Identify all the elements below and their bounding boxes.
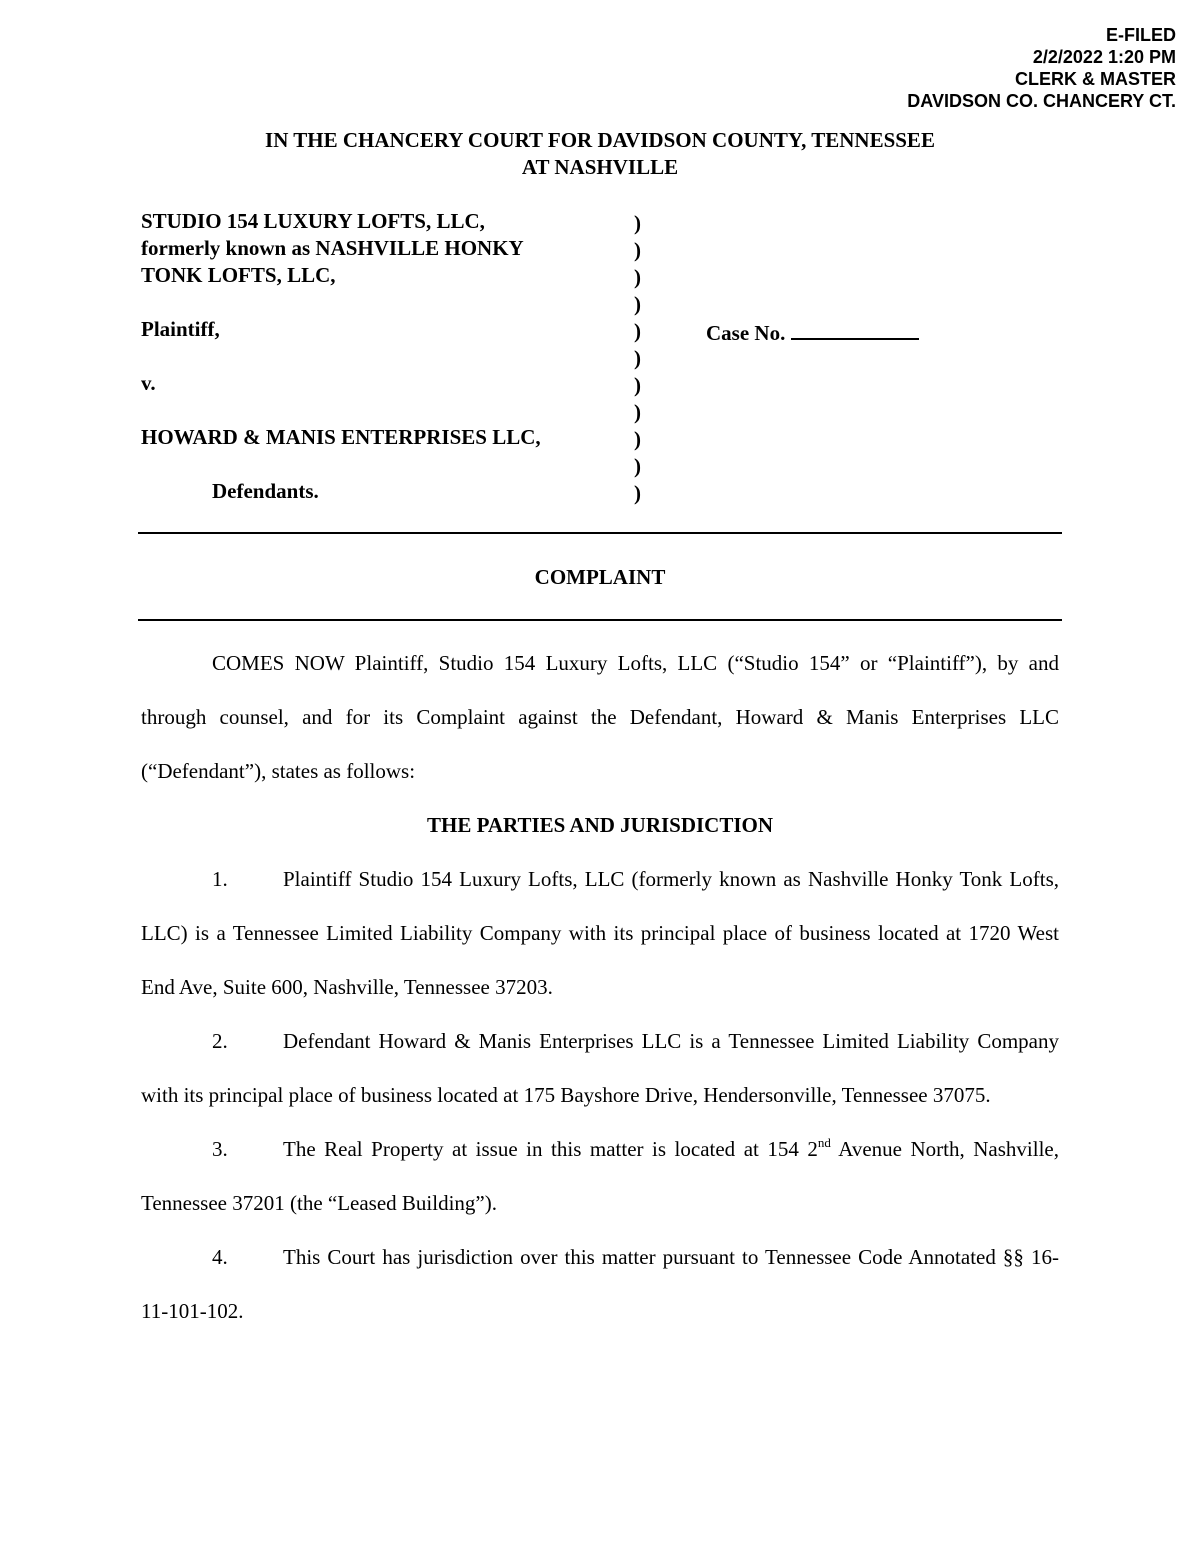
defendant-name: HOWARD & MANIS ENTERPRISES LLC, [141,425,541,449]
paragraph-text-after: Avenue North, Nashville, Tennessee 37201 (the “Leased Building”). [141,1137,1059,1215]
versus-label: v. [141,371,156,395]
paragraph-4 [141,1230,1059,1338]
caption-paren: ) [634,319,641,343]
defendant-label: Defendants. [212,479,319,503]
caption-paren: ) [634,481,641,505]
paragraph-number: 1. [212,867,228,891]
caption-paren: ) [634,454,641,478]
paragraph-1 [141,852,1059,1014]
stamp-datetime: 2/2/2022 1:20 PM [1032,47,1176,67]
court-location: AT NASHVILLE [521,155,679,179]
paragraph-text: Plaintiff Studio 154 Luxury Lofts, LLC (formerly known as Nashville Honky Tonk Lofts, LLC) is a Tennessee Limited Liability Company with its principal place of business located at 1720 West End Ave, Suite 600, Nashville, Tennessee 37203. [141,867,1059,999]
paragraph-number: 3. [212,1137,228,1161]
title-rule-bottom [138,619,1062,621]
plaintiff-name-line-2: formerly known as NASHVILLE HONKY [141,236,524,260]
intro-text: COMES NOW Plaintiff, Studio 154 Luxury Lofts, LLC (“Studio 154” or “Plaintiff”), by and through counsel, and for its Complaint against the Defendant, Howard & Manis Enterprises LLC (“Defendant”), states as follows: [141,651,1059,783]
section-heading: THE PARTIES AND JURISDICTION [426,813,774,837]
court-name: IN THE CHANCERY COURT FOR DAVIDSON COUNTY, TENNESSEE [265,128,935,152]
plaintiff-label: Plaintiff, [141,317,220,341]
efiled-stamp [907,24,1176,112]
caption-paren: ) [634,238,641,262]
court-heading [0,127,1200,181]
plaintiff-name-line-3: TONK LOFTS, LLC, [141,263,336,287]
stamp-efiled: E-FILED [1106,25,1176,45]
title-rule-top [138,532,1062,534]
plaintiff-name-line-1: STUDIO 154 LUXURY LOFTS, LLC, [141,209,485,233]
document-title: COMPLAINT [534,565,666,589]
caption-paren: ) [634,400,641,424]
ordinal-suffix: nd [817,1135,831,1150]
paragraph-3 [141,1122,1059,1230]
numbered-paragraphs [141,852,1059,1338]
caption-parentheses [634,210,641,507]
caption-paren: ) [634,211,641,235]
caption-paren: ) [634,292,641,316]
case-number-field [706,318,919,347]
paragraph-text-before: The Real Property at issue in this matter is located at 154 2 [283,1137,818,1161]
paragraph-text: This Court has jurisdiction over this matter pursuant to Tennessee Code Annotated §§ 16-11-101-102. [141,1245,1059,1323]
paragraph-text: Defendant Howard & Manis Enterprises LLC is a Tennessee Limited Liability Company with its principal place of business located at 175 Bayshore Drive, Hendersonville, Tennessee 37075. [141,1029,1059,1107]
caption-paren: ) [634,346,641,370]
paragraph-number: 2. [212,1029,228,1053]
stamp-court: DAVIDSON CO. CHANCERY CT. [907,91,1176,111]
intro-paragraph [141,636,1059,798]
case-caption-parties [141,208,611,505]
case-number-label: Case No. [706,321,786,345]
paragraph-number: 4. [212,1245,228,1269]
paragraph-2 [141,1014,1059,1122]
caption-paren: ) [634,427,641,451]
caption-paren: ) [634,373,641,397]
case-number-blank [791,318,919,340]
stamp-clerk: CLERK & MASTER [1015,69,1176,89]
caption-paren: ) [634,265,641,289]
